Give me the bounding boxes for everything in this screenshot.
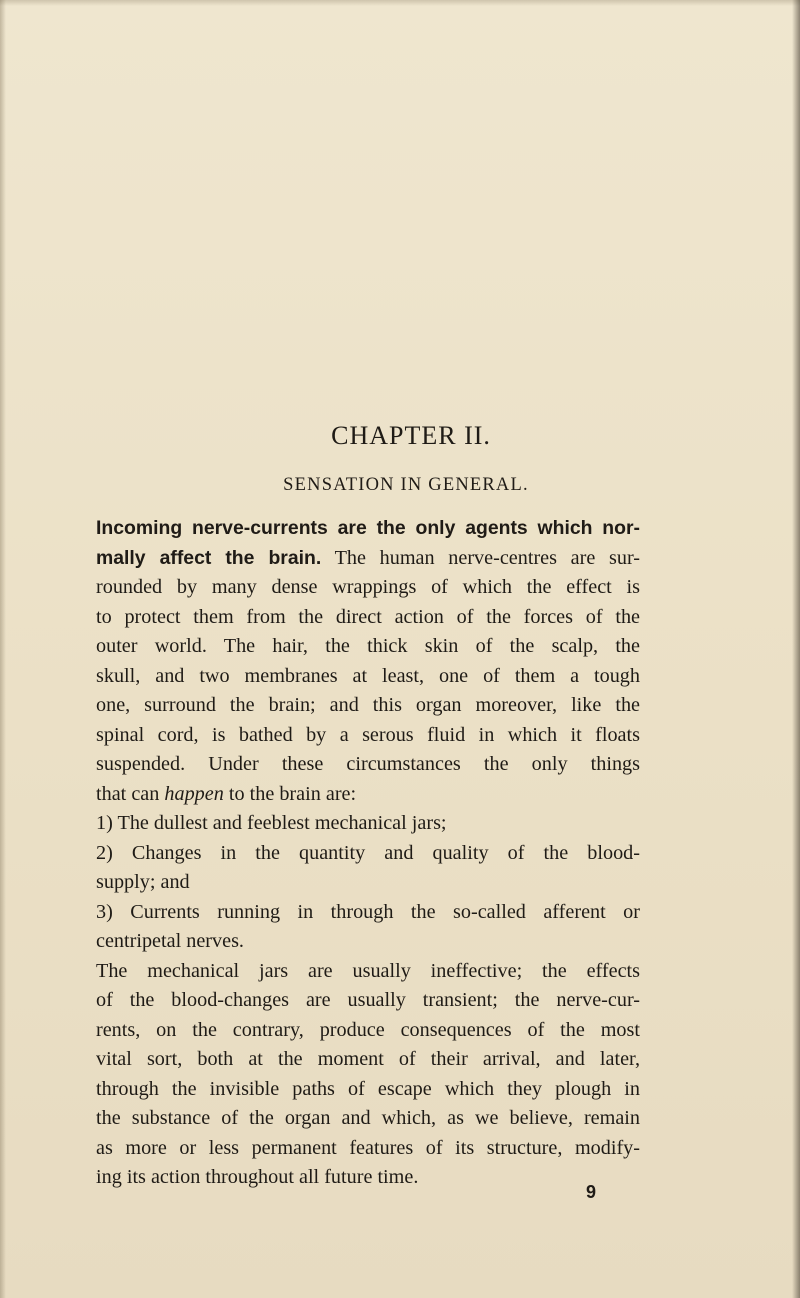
paragraph-line: The mechanical jars are usually ineffective; the effects — [96, 959, 640, 982]
paragraph-line: of the blood-changes are usually transient; the nerve-cur- — [96, 989, 640, 1011]
paragraph-line: rounded by many dense wrappings of which the effect is — [96, 576, 640, 598]
paragraph-line: one, surround the brain; and this organ moreover, like the — [96, 694, 640, 716]
section-title: SENSATION IN GENERAL. — [283, 475, 529, 495]
page-edge-right — [792, 0, 800, 1298]
list-item: 3) Currents running in through the so-called afferent or — [96, 900, 640, 923]
page-edge-top — [0, 0, 800, 6]
paragraph-line — [96, 780, 640, 810]
paragraph-line: as more or less permanent features of its structure, modify- — [96, 1136, 640, 1159]
list-item: centripetal nerves. — [96, 930, 244, 952]
paragraph-line: suspended. Under these circumstances the only things — [96, 753, 640, 775]
paragraph-line: Incoming nerve-currents are the only agents which nor- — [96, 517, 640, 539]
paragraph-line: ing its action throughout all future time. — [96, 1166, 419, 1188]
paragraph-line: spinal cord, is bathed by a serous fluid in which it floats — [96, 723, 640, 746]
page-number: 9 — [586, 1182, 597, 1202]
list-item: supply; and — [96, 871, 190, 893]
paragraph-line: through the invisible paths of escape which they plough in — [96, 1077, 640, 1100]
text-run: The human nerve-centres are sur- — [321, 546, 640, 569]
text-run: that can — [96, 782, 165, 805]
paragraph-line: rents, on the contrary, produce consequences of the most — [96, 1018, 640, 1041]
paragraph-line: outer world. The hair, the thick skin of the scalp, the — [96, 635, 640, 657]
body-text — [96, 514, 640, 1193]
chapter-title: CHAPTER II. — [331, 421, 491, 450]
text-run: to the brain are: — [223, 782, 357, 805]
paragraph-line: skull, and two membranes at least, one of them a tough — [96, 664, 640, 687]
paragraph-line — [96, 544, 640, 574]
paragraph-line: vital sort, both at the moment of their arrival, and later, — [96, 1048, 640, 1070]
paragraph-line: the substance of the organ and which, as we believe, remain — [96, 1107, 640, 1129]
list-item: 2) Changes in the quantity and quality of the blood- — [96, 841, 640, 864]
list-item: 1) The dullest and feeblest mechanical jars; — [96, 812, 447, 834]
page-edge-left — [0, 0, 6, 1298]
italic-word: happen — [164, 782, 224, 805]
paragraph-line: to protect them from the direct action of the forces of the — [96, 605, 640, 628]
bold-phrase: mally affect the brain. — [96, 546, 322, 569]
